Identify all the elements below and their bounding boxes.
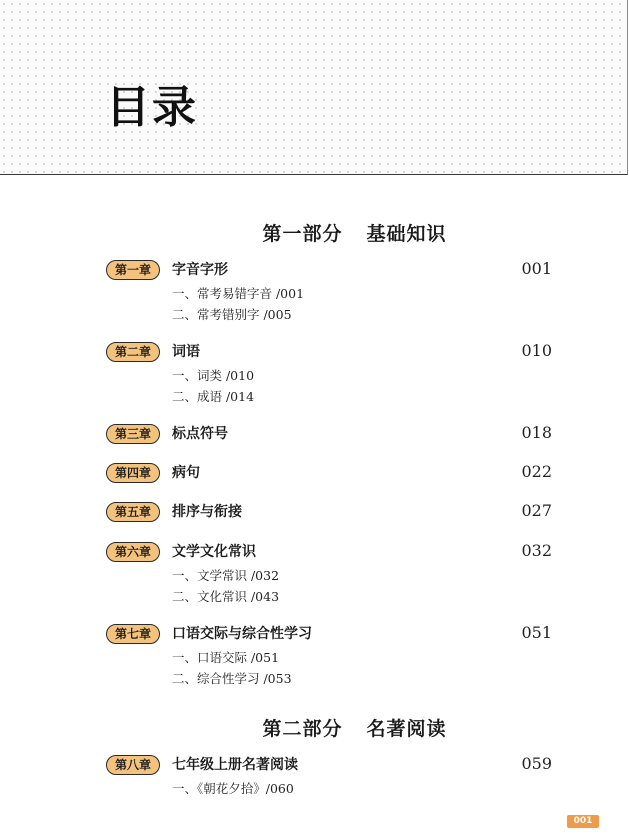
chapter-page: 001 xyxy=(521,259,552,278)
chapter-7[interactable] xyxy=(106,623,566,689)
chapter-title[interactable]: 字音字形 xyxy=(172,262,228,278)
part-2-title-b: 名著阅读 xyxy=(366,718,447,740)
chapter-badge: 第二章 xyxy=(106,342,160,362)
part-1-title-a: 第一部分 xyxy=(262,223,343,245)
chapter-badge: 第一章 xyxy=(106,260,160,280)
chapter-4[interactable] xyxy=(106,462,566,486)
section-item[interactable]: 一、《朝花夕拾》/060 xyxy=(172,781,294,796)
section-item[interactable]: 二、成语 /014 xyxy=(172,389,255,404)
chapter-page: 022 xyxy=(521,462,552,481)
chapter-title[interactable]: 词语 xyxy=(172,344,200,360)
part-title-1 xyxy=(0,219,629,246)
chapter-page: 027 xyxy=(521,501,552,520)
chapter-badge: 第八章 xyxy=(106,755,160,775)
chapter-title[interactable]: 文学文化常识 xyxy=(172,544,256,560)
chapter-page: 051 xyxy=(521,623,552,642)
chapter-page: 018 xyxy=(521,423,552,442)
chapter-page: 010 xyxy=(521,341,552,360)
chapter-badge: 第四章 xyxy=(106,463,160,483)
section-item[interactable]: 一、词类 /010 xyxy=(172,368,255,383)
chapter-8[interactable] xyxy=(106,754,566,799)
chapter-6[interactable] xyxy=(106,541,566,607)
section-item[interactable]: 一、文学常识 /032 xyxy=(172,568,280,583)
section-item[interactable]: 二、常考错别字 /005 xyxy=(172,307,292,322)
section-item[interactable]: 二、文化常识 /043 xyxy=(172,589,280,604)
part-title-2 xyxy=(0,714,629,741)
section-item[interactable]: 一、常考易错字音 /001 xyxy=(172,286,305,301)
footer-page-number: 001 xyxy=(567,815,599,828)
chapter-badge: 第三章 xyxy=(106,424,160,444)
section-item[interactable]: 一、口语交际 /051 xyxy=(172,650,280,665)
chapter-page: 059 xyxy=(521,754,552,773)
part-2-title-a: 第二部分 xyxy=(262,718,343,740)
header-dotted-banner xyxy=(0,0,628,175)
chapter-badge: 第五章 xyxy=(106,502,160,522)
part-1-title-b: 基础知识 xyxy=(366,223,447,245)
chapter-title[interactable]: 七年级上册名著阅读 xyxy=(172,757,298,773)
chapter-badge: 第七章 xyxy=(106,624,160,644)
chapter-badge: 第六章 xyxy=(106,542,160,562)
chapter-title[interactable]: 病句 xyxy=(172,465,200,481)
page-title: 目录 xyxy=(106,82,198,133)
chapter-1[interactable] xyxy=(106,259,566,325)
chapter-page: 032 xyxy=(521,541,552,560)
chapter-3[interactable] xyxy=(106,423,566,447)
chapter-2[interactable] xyxy=(106,341,566,407)
chapter-title[interactable]: 口语交际与综合性学习 xyxy=(172,626,312,642)
chapter-5[interactable] xyxy=(106,501,566,525)
section-item[interactable]: 二、综合性学习 /053 xyxy=(172,671,292,686)
chapter-title[interactable]: 排序与衔接 xyxy=(172,504,242,520)
chapter-title[interactable]: 标点符号 xyxy=(172,426,228,442)
